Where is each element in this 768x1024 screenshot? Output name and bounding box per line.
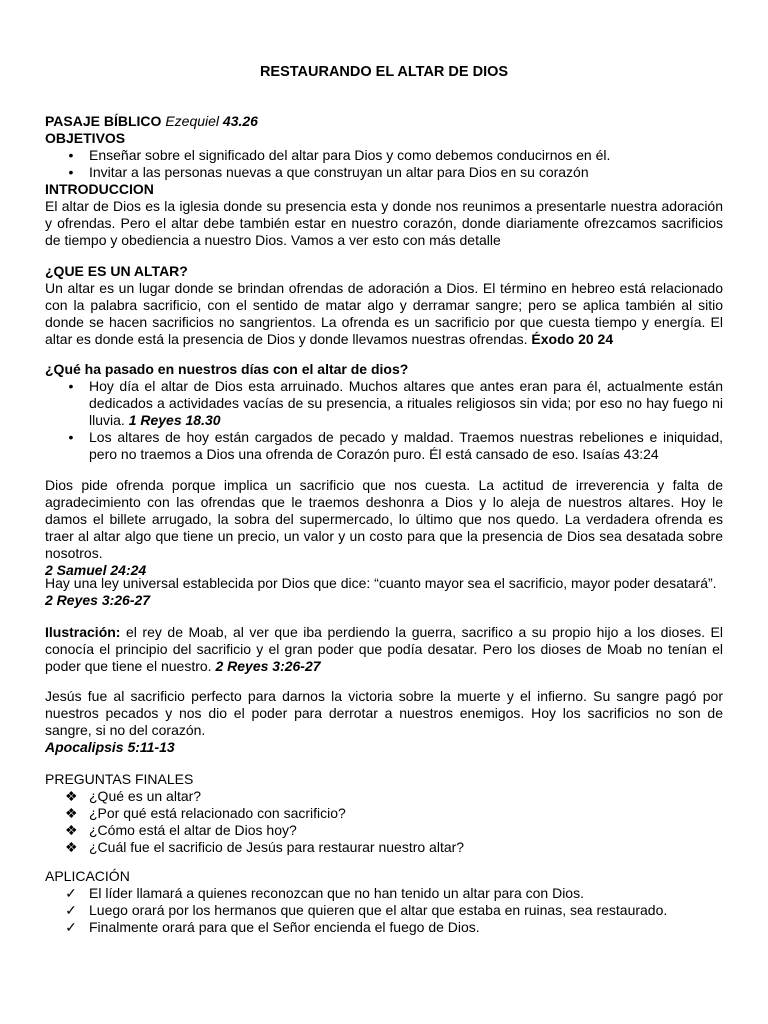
list-item: ❖ ¿Por qué está relacionado con sacrificio? xyxy=(65,805,346,821)
aplicacion-section xyxy=(45,868,723,936)
ley-section xyxy=(45,575,723,609)
list-item: • Los altares de hoy están cargados de pecado y maldad. Traemos nuestras rebeliones e iniquidad, pero no traemos a Dios una ofrenda de Corazón puro. Él está cansado de eso. Isaías 43:24 xyxy=(45,429,723,463)
que-es-heading: ¿QUE ES UN ALTAR? xyxy=(45,263,188,279)
list-item: ✓ Luego orará por los hermanos que quieren que el altar que estaba en ruinas, sea restaurado. xyxy=(65,902,668,918)
list-item: • Hoy día el altar de Dios esta arruinado. Muchos altares que antes eran para él, actualmente están dedicados a actividades vacías de su presencia, a rituales religiosos sin vida; por eso no hay fuego ni lluvia. 1 Reyes 18.30 xyxy=(45,378,723,429)
preguntas-list xyxy=(45,788,723,856)
introduccion-text: El altar de Dios es la iglesia donde su presencia esta y donde nos reunimos a presentarle nuestra adoración y ofrendas. Pero el altar debe también estar en nuestro corazón, donde diariamente ofrezcamos sacrificios de tiempo y obediencia a nuestro Dios. Vamos a ver esto con más detalle xyxy=(45,198,723,248)
bullet-icon: • xyxy=(68,378,74,394)
introduccion-heading: INTRODUCCION xyxy=(45,181,154,197)
ilustracion-section: Ilustración: el rey de Moab, al ver que iba perdiendo la guerra, sacrifico a su propio hijo a los dioses. El conocía el principio del sacrificio y el gran poder que podía desatar. Pero los dioses de Moab no tenían el poder que tiene el nuestro. 2 Reyes 3:26-27 xyxy=(45,624,723,674)
check-icon: ✓ xyxy=(65,919,77,935)
ofrenda-section xyxy=(45,477,723,579)
check-icon: ✓ xyxy=(65,885,77,901)
list-item: ❖ ¿Cuál fue el sacrificio de Jesús para restaurar nuestro altar? xyxy=(65,839,465,855)
diamond-bullet-icon: ❖ xyxy=(65,822,78,838)
que-es-paragraph: Un altar es un lugar donde se brindan ofrendas de adoración a Dios. El término en hebreo está relacionado con la palabra sacrificio, con el sentido de matar algo y derramar sangre; pero se aplica también al sitio donde se hacen sacrificios no sangrientos. La ofrenda es un sacrificio por que cuesta tiempo y energía. El altar es donde está la presencia de Dios y donde llevamos nuestras ofrendas. Éxodo 20 24 xyxy=(45,280,723,347)
list-item: • Enseñar sobre el significado del altar para Dios y como debemos conducirnos en él. xyxy=(45,147,723,164)
ilustracion-ref: 2 Reyes 3:26-27 xyxy=(215,658,321,674)
que-es-section xyxy=(45,263,723,348)
que-es-ref: Éxodo 20 24 xyxy=(531,331,614,347)
pasaje-line xyxy=(45,113,723,130)
list-item: ✓ El líder llamará a quienes reconozcan que no han tenido un altar para con Dios. xyxy=(65,885,584,901)
list-item: • Invitar a las personas nuevas a que construyan un altar para Dios en su corazón xyxy=(45,164,723,181)
ofrenda-ref: 2 Samuel 24:24 xyxy=(45,562,147,578)
pasaje-book: Ezequiel xyxy=(165,113,220,129)
objetivos-list xyxy=(45,147,723,181)
preguntas-section xyxy=(45,771,723,856)
pasaje-ref: 43.26 xyxy=(222,113,258,129)
ofrenda-text: Dios pide ofrenda porque implica un sacrificio que nos cuesta. La actitud de irreverencia y falta de agradecimiento con las ofrendas que le traemos deshonra a Dios y lo aleja de nuestros altares. Hoy le damos el billete arrugado, la sobra del supermercado, lo último que nos quedo. La verdadera ofrenda es traer al altar algo que tiene un precio, un valor y un costo para que la presencia de Dios sea desatada sobre nosotros. xyxy=(45,477,723,561)
que-ha-pasado-list xyxy=(45,378,723,463)
objetivos-heading: OBJETIVOS xyxy=(45,130,126,146)
ilustracion-label: Ilustración: xyxy=(45,624,121,640)
jesus-ref: Apocalipsis 5:11-13 xyxy=(45,739,175,755)
diamond-bullet-icon: ❖ xyxy=(65,788,78,804)
bullet-icon: • xyxy=(68,147,74,163)
diamond-bullet-icon: ❖ xyxy=(65,805,78,821)
check-icon: ✓ xyxy=(65,902,77,918)
aplicacion-list xyxy=(45,885,723,936)
pasaje-label: PASAJE BÍBLICO xyxy=(45,113,162,129)
ley-text: Hay una ley universal establecida por Dios que dice: “cuanto mayor sea el sacrificio, mayor poder desatará”. xyxy=(45,575,717,591)
bullet-icon: • xyxy=(68,429,74,445)
objetivos-section xyxy=(45,113,723,249)
list-item: ✓ Finalmente orará para que el Señor encienda el fuego de Dios. xyxy=(65,919,480,935)
list-item: ❖ ¿Cómo está el altar de Dios hoy? xyxy=(65,822,297,838)
page-title: RESTAURANDO EL ALTAR DE DIOS xyxy=(259,64,509,80)
que-ha-pasado-heading: ¿Qué ha pasado en nuestros días con el altar de dios? xyxy=(45,361,409,377)
jesus-section xyxy=(45,688,723,756)
list-item: ❖ ¿Qué es un altar? xyxy=(65,788,202,804)
diamond-bullet-icon: ❖ xyxy=(65,839,78,855)
bullet-icon: • xyxy=(68,164,74,180)
preguntas-heading: PREGUNTAS FINALES xyxy=(45,771,194,787)
jesus-text: Jesús fue al sacrificio perfecto para darnos la victoria sobre la muerte y el infierno. Su sangre pagó por nuestros pecados y nos dio el poder para derrotar a nuestros enemigos. Hoy los sacrificios no son de sangre, si no del corazón. xyxy=(45,688,723,738)
que-ha-pasado-section xyxy=(45,361,723,463)
aplicacion-heading: APLICACIÓN xyxy=(45,868,130,884)
ley-ref: 2 Reyes 3:26-27 xyxy=(45,592,151,608)
